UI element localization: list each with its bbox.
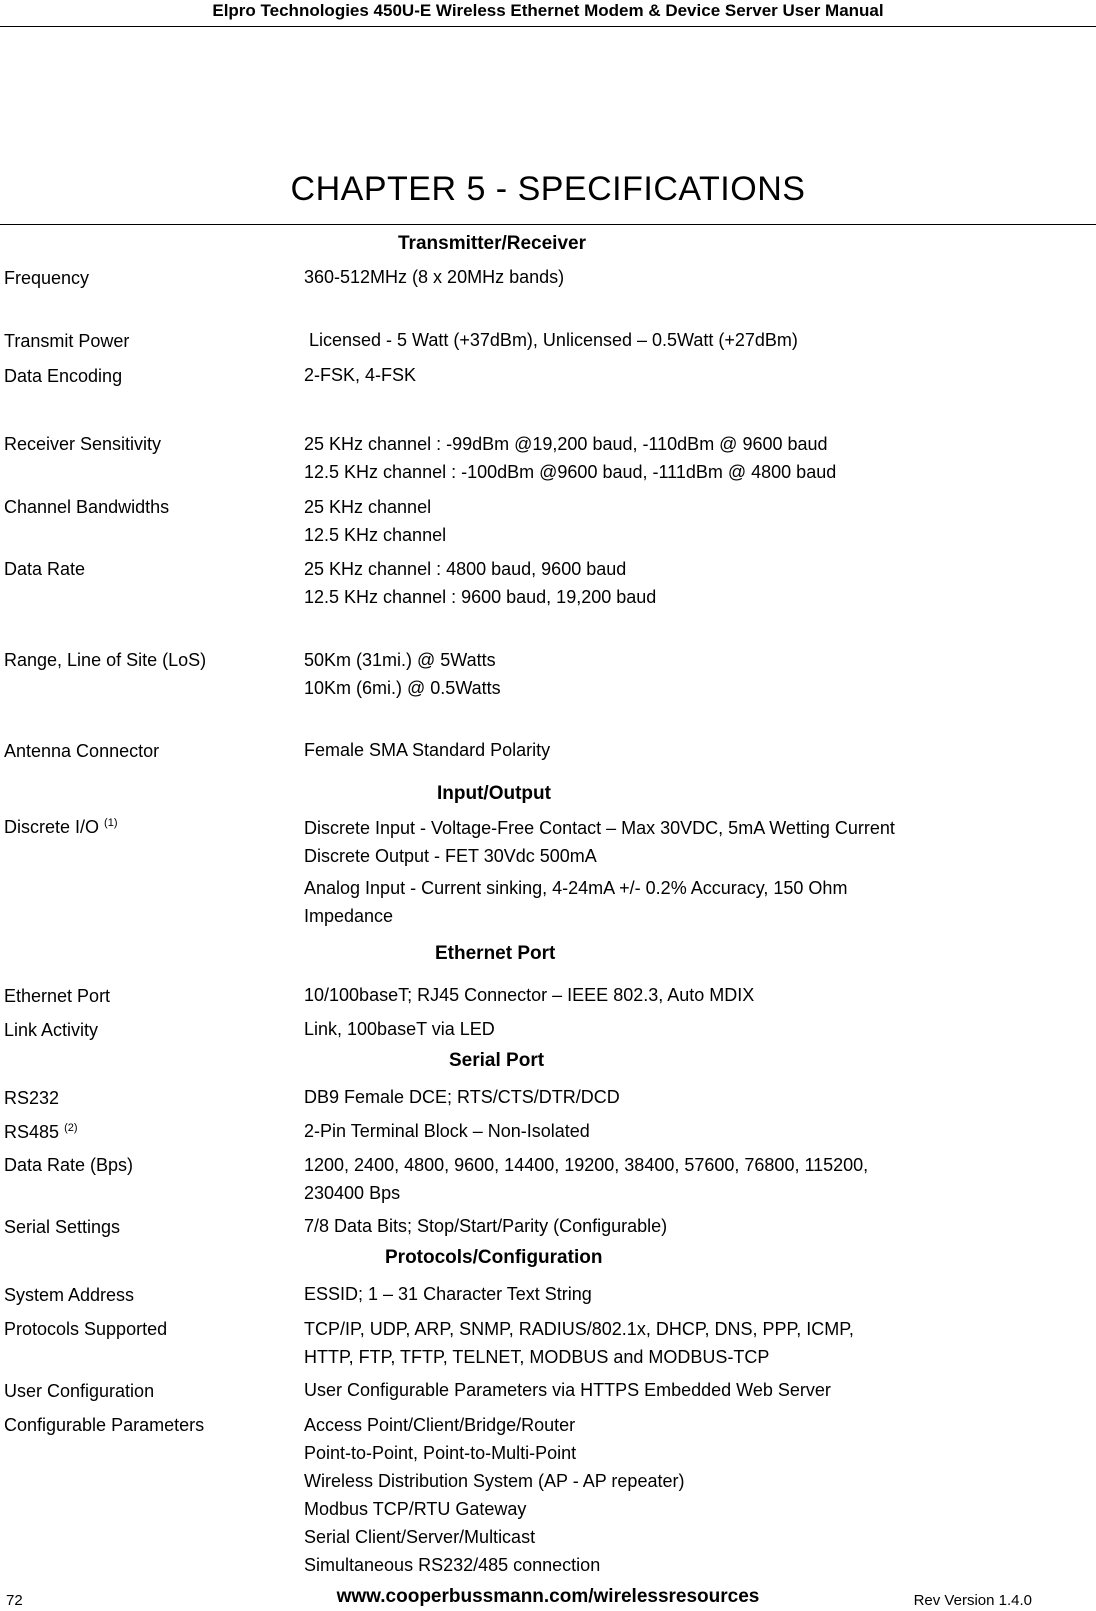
spec-label-text: RS485 — [4, 1122, 60, 1142]
section-input-output: Input/Output — [437, 783, 551, 804]
spec-value-serial-data-rate — [304, 1151, 868, 1207]
spec-line: 12.5 KHz channel — [304, 525, 447, 545]
spec-value-rs232: DB9 Female DCE; RTS/CTS/DTR/DCD — [304, 1087, 620, 1107]
spec-value-receiver-sensitivity — [304, 430, 836, 486]
section-transmitter-receiver: Transmitter/Receiver — [398, 233, 586, 254]
spec-label-serial-settings: Serial Settings — [4, 1217, 121, 1237]
spec-value-configurable-parameters — [304, 1411, 684, 1579]
spec-line: Impedance — [304, 906, 394, 926]
spec-line: 50Km (31mi.) @ 5Watts — [304, 650, 496, 670]
spec-value-data-rate — [304, 555, 656, 611]
spec-line: 12.5 KHz channel : 9600 baud, 19,200 baud — [304, 587, 657, 607]
spec-label-receiver-sensitivity: Receiver Sensitivity — [4, 434, 162, 454]
spec-label-ethernet-port: Ethernet Port — [4, 986, 111, 1006]
running-header: Elpro Technologies 450U-E Wireless Ethernet Modem & Device Server User Manual — [0, 0, 1096, 27]
spec-line: Discrete Input - Voltage-Free Contact – Max 30VDC, 5mA Wetting Current — [304, 818, 895, 838]
spec-label-protocols-supported: Protocols Supported — [4, 1319, 168, 1339]
spec-value-system-address: ESSID; 1 – 31 Character Text String — [304, 1284, 592, 1304]
spec-line: Modbus TCP/RTU Gateway — [304, 1499, 527, 1519]
footnote-ref: (2) — [64, 1122, 78, 1134]
spec-label-transmit-power: Transmit Power — [4, 331, 130, 351]
section-protocols-configuration: Protocols/Configuration — [385, 1247, 603, 1268]
spec-line: HTTP, FTP, TFTP, TELNET, MODBUS and MODBUS-TCP — [304, 1347, 770, 1367]
spec-line: Discrete Output - FET 30Vdc 500mA — [304, 846, 597, 866]
spec-line: Serial Client/Server/Multicast — [304, 1527, 536, 1547]
spec-value-rs485: 2-Pin Terminal Block – Non-Isolated — [304, 1121, 590, 1141]
spec-label-link-activity: Link Activity — [4, 1020, 99, 1040]
spec-line: 230400 Bps — [304, 1183, 401, 1203]
spec-line: Simultaneous RS232/485 connection — [304, 1555, 601, 1575]
spec-label-range: Range, Line of Site (LoS) — [4, 650, 207, 670]
spec-line: Access Point/Client/Bridge/Router — [304, 1415, 576, 1435]
spec-value-range — [304, 646, 501, 702]
spec-value-link-activity: Link, 100baseT via LED — [304, 1019, 495, 1039]
spec-line: 10Km (6mi.) @ 0.5Watts — [304, 678, 501, 698]
spec-value-discrete-io — [304, 814, 895, 930]
spec-value-ethernet-port: 10/100baseT; RJ45 Connector – IEEE 802.3, Auto MDIX — [304, 985, 755, 1005]
spec-line: TCP/IP, UDP, ARP, SNMP, RADIUS/802.1x, DHCP, DNS, PPP, ICMP, — [304, 1319, 854, 1339]
spec-value-data-encoding: 2-FSK, 4-FSK — [304, 365, 417, 385]
spec-line: 12.5 KHz channel : -100dBm @9600 baud, -111dBm @ 4800 baud — [304, 462, 837, 482]
title-rule — [0, 224, 1096, 225]
footer-url: www.cooperbussmann.com/wirelessresources — [336, 1586, 760, 1607]
spec-label-serial-data-rate: Data Rate (Bps) — [4, 1155, 134, 1175]
spec-value-protocols-supported — [304, 1315, 854, 1371]
spec-line: 25 KHz channel : -99dBm @19,200 baud, -110dBm @ 9600 baud — [304, 434, 828, 454]
spec-line: 1200, 2400, 4800, 9600, 14400, 19200, 38400, 57600, 76800, 115200, — [304, 1155, 869, 1175]
page-number: 72 — [6, 1592, 23, 1609]
spec-label-rs232: RS232 — [4, 1088, 60, 1108]
spec-value-antenna-connector: Female SMA Standard Polarity — [304, 740, 551, 760]
spec-value-frequency: 360-512MHz (8 x 20MHz bands) — [304, 267, 565, 287]
section-serial-port: Serial Port — [449, 1050, 545, 1071]
footnote-ref: (1) — [104, 817, 118, 829]
spec-label-frequency: Frequency — [4, 268, 90, 288]
spec-label-data-rate: Data Rate — [4, 559, 86, 579]
spec-label-channel-bandwidths: Channel Bandwidths — [4, 497, 170, 517]
spec-value-channel-bandwidths — [304, 493, 446, 549]
spec-value-serial-settings: 7/8 Data Bits; Stop/Start/Parity (Configurable) — [304, 1216, 668, 1236]
spec-line: 25 KHz channel : 4800 baud, 9600 baud — [304, 559, 627, 579]
spec-line: Analog Input - Current sinking, 4-24mA +/- 0.2% Accuracy, 150 Ohm — [304, 878, 848, 898]
chapter-title: CHAPTER 5 - SPECIFICATIONS — [290, 170, 806, 208]
spec-label-data-encoding: Data Encoding — [4, 366, 123, 386]
spec-label-system-address: System Address — [4, 1285, 135, 1305]
spec-line: Wireless Distribution System (AP - AP repeater) — [304, 1471, 685, 1491]
spec-line: 25 KHz channel — [304, 497, 432, 517]
spec-label-text: Discrete I/O — [4, 817, 100, 837]
spec-value-user-configuration: User Configurable Parameters via HTTPS Embedded Web Server — [304, 1380, 831, 1400]
spec-label-configurable-parameters: Configurable Parameters — [4, 1415, 205, 1435]
spec-label-rs485 — [4, 1122, 78, 1143]
spec-label-antenna-connector: Antenna Connector — [4, 741, 160, 761]
spec-label-discrete-io — [4, 817, 118, 838]
spec-label-user-configuration: User Configuration — [4, 1381, 155, 1401]
revision-version: Rev Version 1.4.0 — [913, 1592, 1032, 1609]
spec-line: Point-to-Point, Point-to-Multi-Point — [304, 1443, 577, 1463]
section-ethernet-port: Ethernet Port — [435, 943, 556, 964]
spec-value-transmit-power: Licensed - 5 Watt (+37dBm), Unlicensed – 0.5Watt (+27dBm) — [304, 330, 798, 350]
